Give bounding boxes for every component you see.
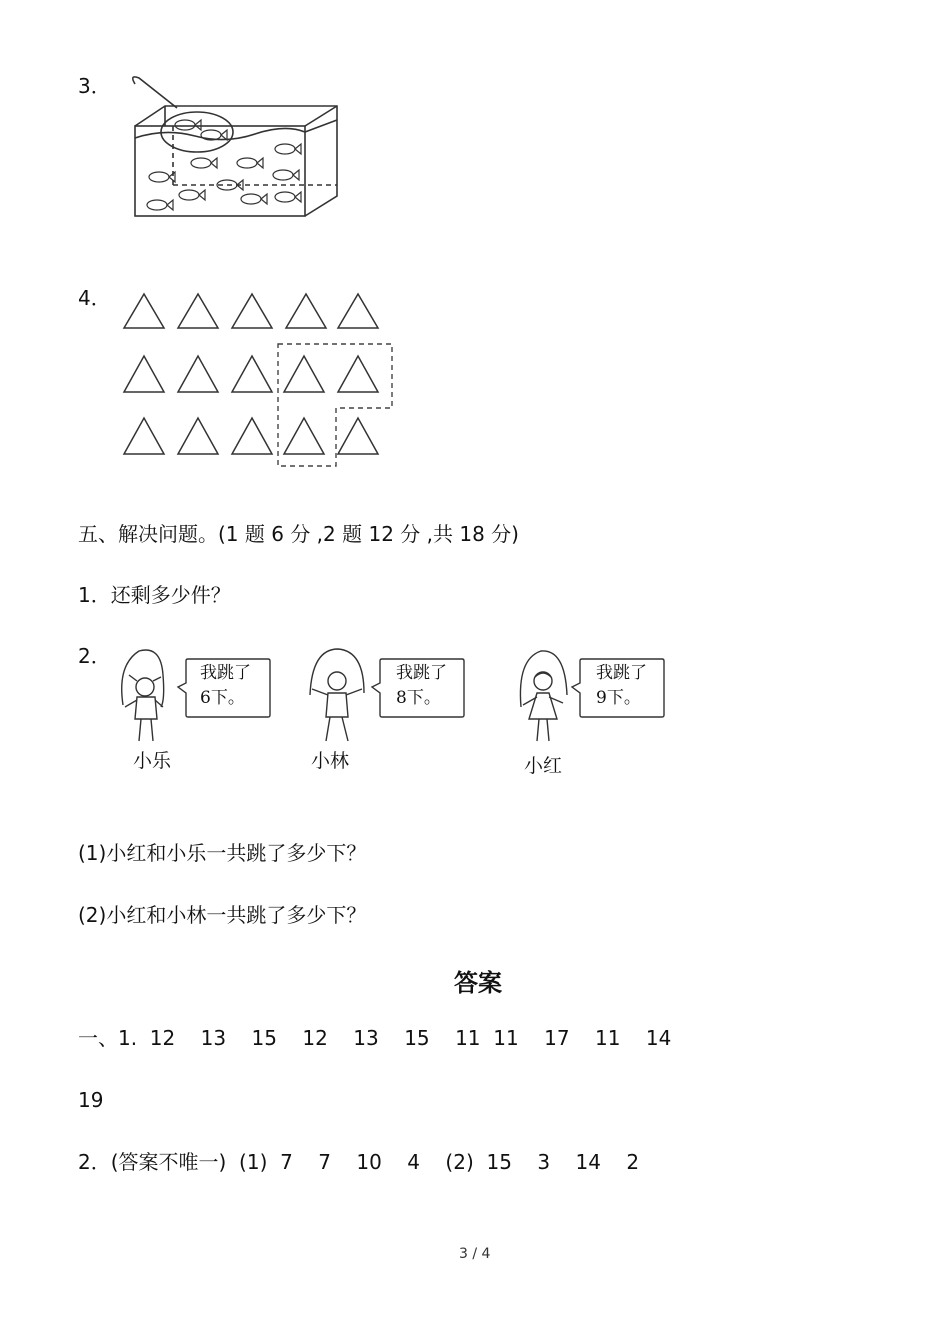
kid-xiaole-figure [115, 645, 175, 745]
question-4-label: 4． [78, 286, 111, 310]
page-number: 3 / 4 [459, 1246, 491, 1262]
kid-xiaolin-speech-line1: 我跳了 [396, 663, 447, 683]
triangles-figure [120, 290, 400, 470]
kid-xiaolin-name: 小林 [311, 750, 350, 772]
sub-question-2: (2)小红和小林一共跳了多少下？ [78, 903, 367, 927]
kid-xiaole-name: 小乐 [133, 750, 172, 772]
section-5-title: 五、解决问题。(1 题 6 分 ,2 题 12 分 ,共 18 分) [78, 522, 519, 546]
kid-xiaolin-speech-line2: 8下。 [396, 688, 441, 708]
problem-1: 1．还剩多少件？ [78, 583, 231, 607]
kid-xiaohong-speech-line2: 9下。 [596, 688, 641, 708]
kid-xiaohong-name: 小红 [524, 755, 563, 777]
answer-line-2: 19 [78, 1088, 104, 1112]
kid-xiaohong-speech-line1: 我跳了 [596, 663, 647, 683]
kid-xiaolin-figure [302, 645, 372, 745]
answer-line-3: 2．(答案不唯一) (1) 7 7 10 4 (2) 15 3 14 2 [78, 1150, 640, 1174]
sub-question-1: (1)小红和小乐一共跳了多少下？ [78, 841, 367, 865]
kid-xiaohong-figure [513, 645, 573, 745]
problem-2-label: 2． [78, 644, 111, 668]
question-3-label: 3． [78, 74, 111, 98]
answers-title: 答案 [454, 969, 502, 997]
kid-xiaole-speech-line2: 6下。 [200, 688, 245, 708]
kid-xiaole-speech-line1: 我跳了 [200, 663, 251, 683]
answer-line-1: 一、1. 12 13 15 12 13 15 11 11 17 11 14 [78, 1026, 672, 1050]
fish-tank-figure [125, 70, 350, 225]
